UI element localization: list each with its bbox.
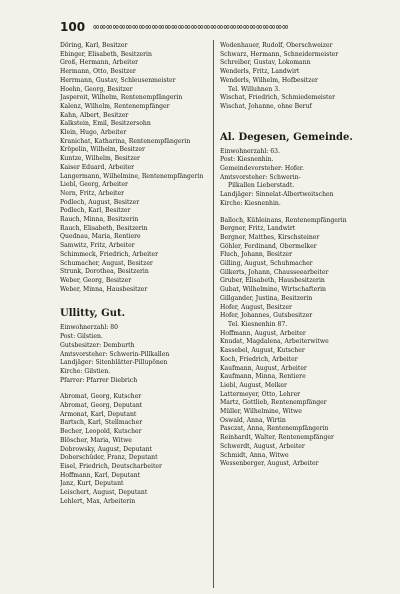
- page-header: [60, 18, 390, 36]
- resident-entry: Blöscher, Maria, Witwe: [60, 436, 132, 444]
- resident-entry: Wischat, Friedrich, Schmiedemeister: [220, 94, 335, 102]
- resident-entry: Gubat, Wilhelmine, Wirtschafterin: [220, 286, 326, 294]
- resident-entry: Strunk, Dorothea, Besitzerin: [60, 268, 149, 276]
- right-section-info: [220, 148, 375, 209]
- resident-entry: Schwerdt, August, Arbeiter: [220, 442, 305, 450]
- left-entry-list-1: [60, 42, 215, 294]
- section-info-line: Kirche: Kiesnenhin.: [220, 199, 281, 207]
- resident-entry: Armonat, Karl, Deputant: [60, 410, 137, 418]
- resident-entry: Dobrowsky, August, Deputant: [60, 445, 152, 453]
- section-info-line: Gemeindevorsteher: Hofer.: [220, 165, 304, 173]
- section-info-line: Post: Gilstien.: [60, 333, 103, 341]
- section-info-line: Landjäger: Sitenblätter-Pillupönen: [60, 359, 168, 367]
- resident-entry: Groß, Hermann, Arbeiter: [60, 59, 139, 67]
- resident-entry: Weber, Georg, Besitzer: [60, 276, 132, 284]
- section-info-line: Landjäger: Sinnelat-Albertweitschen: [220, 191, 334, 199]
- resident-entry: Wenderls, Wilhelm, Hofbesitzer: [220, 76, 318, 84]
- resident-entry: Hofer, August, Besitzer: [220, 303, 292, 311]
- resident-entry: Kahn, Albert, Besitzer: [60, 111, 129, 119]
- resident-entry: Kaufmann, August, Arbeiter: [220, 364, 307, 372]
- resident-entry: Hofer, Johannes, Gutsbesitzer: [220, 312, 313, 320]
- resident-entry: Jasperoit, Wilhelm, Rentenempfängerin: [60, 94, 183, 102]
- resident-entry: Kranichat, Katharina, Rentenempfängerin: [60, 137, 191, 145]
- spacer: [60, 385, 215, 393]
- resident-entry: Gilling, August, Schuhmacher: [220, 260, 313, 268]
- resident-entry: Schumacher, August, Besitzer: [60, 259, 153, 267]
- section-info-line: Pfarrer: Pfarrer Diebrich: [60, 376, 138, 384]
- section-info-line: Pilkallen Lieberstadt.: [228, 182, 295, 190]
- resident-entry: Doberschüder, Franz, Deputant: [60, 454, 158, 462]
- resident-entry: Schreiber, Gustav, Lokomann: [220, 59, 311, 67]
- resident-entry: Oswald, Anna, Wirtin: [220, 416, 286, 424]
- spacer: [220, 112, 375, 126]
- resident-entry: Hermann, Otto, Besitzer: [60, 68, 136, 76]
- section-info-line: Kirche: Gilstien.: [60, 367, 111, 375]
- right-entry-list-1: [220, 42, 375, 112]
- resident-entry: Liebl, Georg, Arbeiter: [60, 181, 128, 189]
- resident-entry: Kalkstein, Emil, Besitzersohn: [60, 120, 151, 128]
- resident-entry: Tel. Kiesnenhin 87.: [228, 320, 288, 328]
- resident-entry: Döring, Karl, Besitzer: [60, 42, 128, 49]
- resident-entry: Wodenhauer, Rudolf, Oberschweizer: [220, 42, 333, 49]
- spacer: [220, 209, 375, 217]
- resident-entry: Podlech, August, Besitzer: [60, 198, 140, 206]
- resident-entry: Kröpelin, Wilhelm, Besitzer: [60, 146, 145, 154]
- resident-entry: Knudat, Magdalena, Arbeiterwitwe: [220, 338, 329, 346]
- right-entry-list-2: [220, 217, 375, 469]
- resident-entry: Leischert, August, Deputant: [60, 489, 148, 497]
- resident-entry: Hoffmann, Karl, Deputant: [60, 471, 141, 479]
- resident-entry: Gruber, Elisabeth, Hausbesitzerin: [220, 277, 325, 285]
- spacer: [60, 294, 215, 302]
- section-info-line: Einwohnerzahl: 63.: [220, 147, 280, 155]
- section-info-line: Gutsbesitzer: Demburth: [60, 341, 135, 349]
- section-info-line: Post: Kiesnenhin.: [220, 156, 274, 164]
- resident-entry: Nern, Fritz, Arbeiter: [60, 189, 125, 197]
- resident-entry: Wessenberger, August, Arbeiter: [220, 460, 319, 468]
- section-info-line: Amtsvorsteher: Schwerin-: [220, 173, 301, 181]
- resident-entry: Wischat, Johanne, ohne Beruf: [220, 102, 312, 110]
- resident-entry: Ebinger, Elisabeth, Besitzerin: [60, 50, 152, 58]
- resident-entry: Hoffmann, August, Arbeiter: [220, 329, 306, 337]
- resident-entry: Rauch, Minna, Besitzerin: [60, 216, 139, 224]
- resident-entry: Quednau, Maria, Rentiere: [60, 233, 141, 241]
- resident-entry: Hoehn, Georg, Besitzer: [60, 85, 133, 93]
- resident-entry: Wenderls, Fritz, Landwirt: [220, 68, 300, 76]
- resident-entry: Fluch, Johann, Besitzer: [220, 251, 293, 259]
- resident-entry: Bergner, Matthes, Kirschsteiner: [220, 233, 320, 241]
- resident-entry: Abromat, Georg, Kutscher: [60, 393, 142, 401]
- resident-entry: Tel. Willuhnen 3.: [228, 85, 281, 93]
- left-section-info: [60, 324, 215, 385]
- left-column: [60, 42, 215, 506]
- resident-entry: Kaiser Eduard, Arbeiter: [60, 163, 135, 171]
- resident-entry: Lehlert, Max, Arbeiterin: [60, 497, 136, 505]
- resident-entry: Weber, Minna, Hausbesitzer: [60, 285, 148, 293]
- resident-entry: Abromat, Georg, Deputant: [60, 402, 143, 410]
- resident-entry: Kaufmann, Minna, Rentiere: [220, 373, 306, 381]
- section-title-ullitty: Ullitty, Gut.: [60, 308, 126, 320]
- resident-entry: Kalenz, Wilhelm, Rentenempfänger: [60, 102, 170, 110]
- resident-entry: Gillgander, Justina, Besitzerin: [220, 294, 313, 302]
- page-number: 100: [60, 20, 86, 34]
- section-title-degesen: Al. Degesen, Gemeinde.: [220, 131, 353, 143]
- resident-entry: Kassebel, August, Kutscher: [220, 347, 305, 355]
- resident-entry: Balloch, Kühleinans, Rentenempfängerin: [220, 216, 347, 224]
- resident-entry: Eisel, Friedrich, Deutscharbeiter: [60, 462, 162, 470]
- resident-entry: Becher, Leopold, Kutscher: [60, 428, 142, 436]
- resident-entry: Janz, Kurt, Deputant: [60, 480, 124, 488]
- header-ornament: ∞∞∞∞∞∞∞∞∞∞∞∞∞∞∞∞∞∞∞∞∞∞∞∞∞∞∞∞∞∞: [93, 21, 289, 33]
- resident-entry: Podlech, Karl, Besitzer: [60, 207, 131, 215]
- resident-entry: Gilkerts, Johann, Chausseearbeiter: [220, 268, 329, 276]
- resident-entry: Bartsch, Karl, Stellmacher: [60, 419, 143, 427]
- resident-entry: Liebl, August, Melker: [220, 381, 287, 389]
- section-info-line: Amtsvorsteher: Schwerin-Pillkallen: [60, 350, 170, 358]
- resident-entry: Müller, Wilhelmine, Witwe: [220, 408, 302, 416]
- resident-entry: Langermann, Wilhelmine, Rentenempfängerin: [60, 172, 204, 180]
- resident-entry: Herrmann, Gustav, Schleusenmeister: [60, 76, 176, 84]
- resident-entry: Reinhardt, Walter, Rentenempfänger: [220, 434, 334, 442]
- resident-entry: Göhler, Ferdinand, Obermelker: [220, 242, 317, 250]
- resident-entry: Samwitz, Fritz, Arbeiter: [60, 242, 135, 250]
- resident-entry: Schwarz, Hermann, Schneidermeister: [220, 50, 339, 58]
- resident-entry: Schimmeck, Friedrich, Arbeiter: [60, 250, 159, 258]
- resident-entry: Rauch, Elisabeth, Besitzerin: [60, 224, 148, 232]
- section-info-line: Einwohnerzahl: 80: [60, 324, 119, 332]
- left-entry-list-2: [60, 393, 215, 506]
- resident-entry: Bergner, Fritz, Landwirt: [220, 225, 296, 233]
- resident-entry: Koch, Friedrich, Arbeiter: [220, 355, 298, 363]
- resident-entry: Klein, Hugo, Arbeiter: [60, 129, 127, 137]
- resident-entry: Martz, Gottlieb, Rentenempfänger: [220, 399, 327, 407]
- resident-entry: Lattermeyer, Otto, Lehrer: [220, 390, 301, 398]
- resident-entry: Schmidt, Anna, Witwe: [220, 451, 289, 459]
- resident-entry: Pasczat, Anna, Rentenempfängerin: [220, 425, 329, 433]
- right-column: [220, 42, 375, 469]
- resident-entry: Kuntze, Wilhelm, Besitzer: [60, 155, 140, 163]
